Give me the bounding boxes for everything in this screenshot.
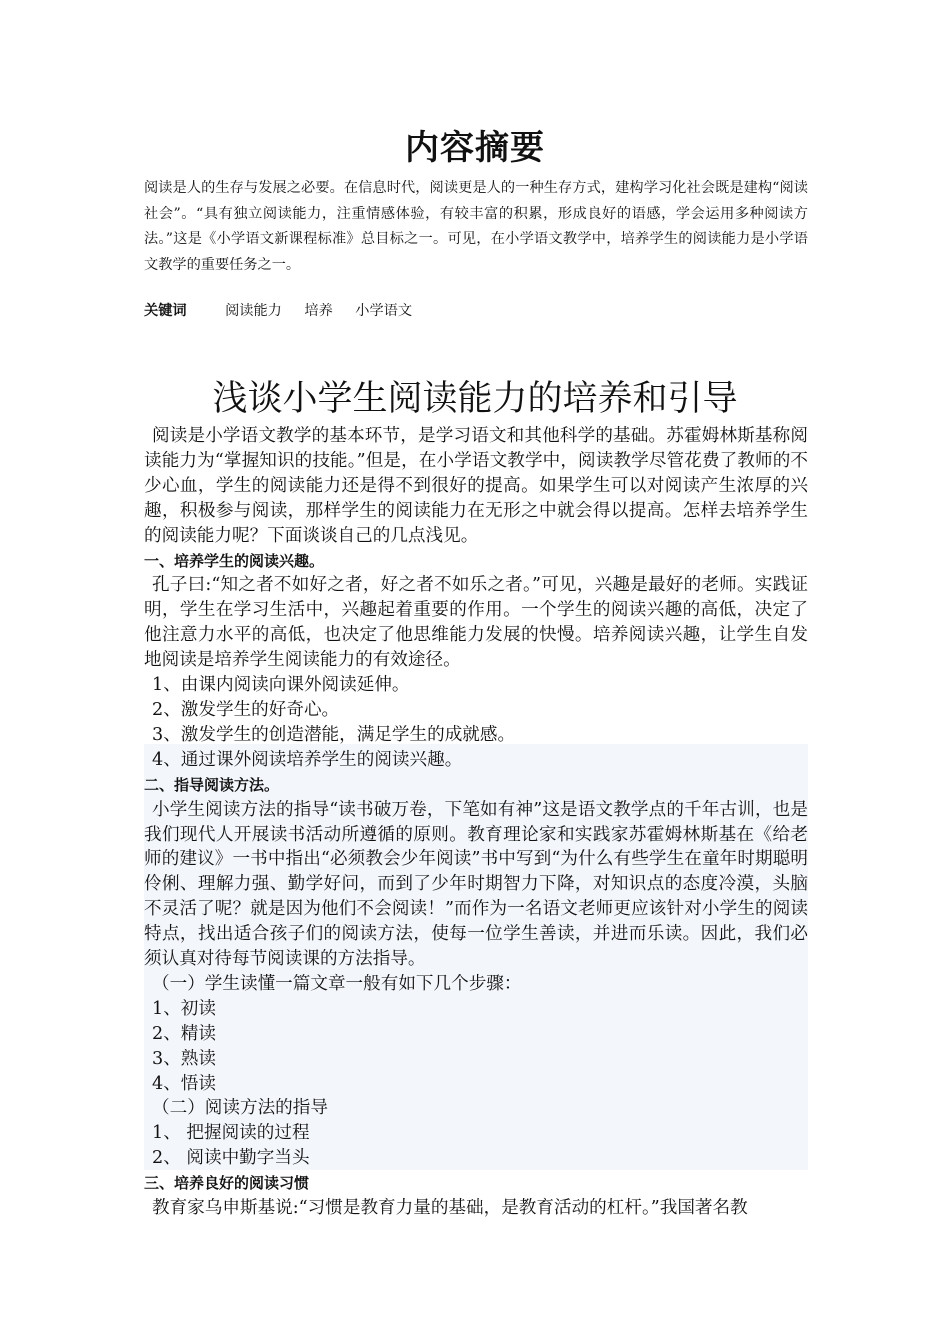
list-item: 4、悟读 xyxy=(152,1073,216,1094)
intro-paragraph: 阅读是小学语文教学的基本环节，是学习语文和其他科学的基础。苏霍姆林斯基称阅读能力为“掌握知识的技能。”但是，在小学语文教学中，阅读教学尽管花费了教师的不少心血，学生的阅读能力还是得不到很好的提高。如果学生可以对阅读产生浓厚的兴趣，积极参与阅读，那样学生的阅读能力在无形之中就会得以提高。怎样去培养学生的阅读能力呢？下面谈谈自己的几点浅见。 xyxy=(144,426,808,546)
section-heading: 一、培养学生的阅读兴趣。 xyxy=(144,551,325,570)
list-item: 1、由课内阅读向课外阅读延伸。 xyxy=(152,675,410,696)
article-title: 浅谈小学生阅读能力的培养和引导 xyxy=(212,379,738,419)
keyword: 培养 xyxy=(304,303,333,319)
section-heading: 三、培养良好的阅读习惯 xyxy=(144,1174,310,1193)
section-paragraph: 小学生阅读方法的指导“读书破万卷，下笔如有神”这是语文教学点的千年古训，也是我们现代人开展读书活动所遵循的原则。教育理论家和实践家苏霍姆林斯基在《给老师的建议》一书中指出“必须教会少年阅读”书中写到“为什么有些学生在童年时期聪明伶俐、理解力强、勤学好问，而到了少年时期智力下降，对知识点的态度冷漠，头脑不灵活了呢？就是因为他们不会阅读！”而作为一名语文老师更应该针对小学生的阅读特点，找出适合孩子们的阅读方法，使每一位学生善读，并进而乐读。因此，我们必须认真对待每节阅读课的方法指导。 xyxy=(144,799,808,970)
subsection-heading: （一）学生读懂一篇文章一般有如下几个步骤： xyxy=(152,973,522,994)
list-item: 4、通过课外阅读培养学生的阅读兴趣。 xyxy=(152,749,463,770)
keyword: 阅读能力 xyxy=(225,303,282,319)
section-paragraph: 教育家乌申斯基说:“习惯是教育力量的基础，是教育活动的杠杆。”我国著名教 xyxy=(152,1198,748,1219)
list-item: 1、初读 xyxy=(152,998,216,1019)
list-item: 3、熟读 xyxy=(152,1048,216,1069)
list-item: 2、 阅读中勤字当头 xyxy=(152,1148,310,1169)
article-body xyxy=(144,424,808,1221)
section-paragraph: 孔子曰:“知之者不如好之者，好之者不如乐之者。”可见，兴趣是最好的老师。实践证明，学生在学习生活中，兴趣起着重要的作用。一个学生的阅读兴趣的高低，决定了他注意力水平的高低，也决定了他思维能力发展的快慢。培养阅读兴趣，让学生自发地阅读是培养学生阅读能力的有效途径。 xyxy=(144,575,808,671)
list-item: 3、激发学生的创造潜能，满足学生的成就感。 xyxy=(152,724,516,745)
list-item: 2、激发学生的好奇心。 xyxy=(152,699,340,720)
subsection-heading: （二）阅读方法的指导 xyxy=(152,1098,328,1119)
list-item: 1、 把握阅读的过程 xyxy=(152,1123,310,1144)
keyword: 小学语文 xyxy=(355,303,413,319)
abstract-title: 内容摘要 xyxy=(405,128,545,168)
section-heading: 二、指导阅读方法。 xyxy=(144,775,280,794)
abstract-body: 阅读是人的生存与发展之必要。在信息时代，阅读更是人的一种生存方式，建构学习化社会既是建构“阅读社会”。“具有独立阅读能力，注重情感体验，有较丰富的积累，形成良好的语感，学会运用多种阅读方法。”这是《小学语文新课程标准》总目标之一。可见，在小学语文教学中，培养学生的阅读能力是小学语文教学的重要任务之一。 xyxy=(144,180,808,273)
keywords-label: 关键词 xyxy=(144,303,187,319)
keywords-line xyxy=(144,298,808,324)
list-item: 2、精读 xyxy=(152,1023,216,1044)
